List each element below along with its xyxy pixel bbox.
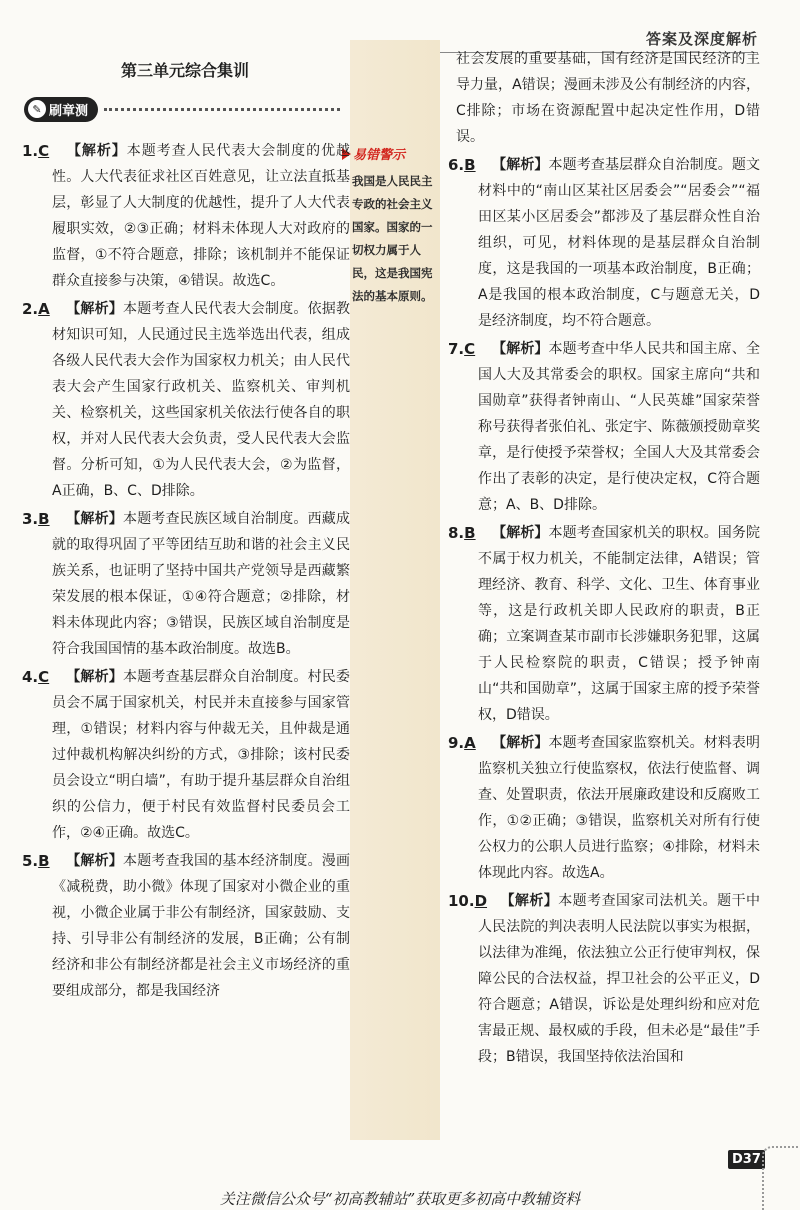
question-6 [448,152,760,334]
footer-note: 关注微信公众号“初高教辅站”获取更多初高中教辅资料 [219,1190,581,1208]
question-text: 本题考查人民代表大会制度的优越性。人大代表征求社区百姓意见，让立法直抵基层，彰显了人大制度的优越性，提升了人大代表履职实效，②③正确；材料未体现人大对政府的监督，①不符合题意，排除；该机制并不能保证群众直接参与决策，④错误。故选C。 [52,143,351,289]
analysis-tag: 【解析】 [492,525,549,541]
warning-text: 我国是人民民主专政的社会主义国家。国家的一切权力属于人民，这是我国宪法的基本原则。 [352,174,433,303]
book-icon: ✎ [28,100,46,118]
question-text: 社会发展的重要基础，国有经济是国民经济的主导力量，A错误；漫画未涉及公有制经济的内容，C排除；市场在资源配置中起决定性作用，D错误。 [456,51,760,145]
question-1 [22,138,350,294]
question-9 [448,730,760,886]
answer-letter: B [38,852,50,870]
question-text: 本题考查基层群众自治制度。村民委员会不属于国家机关，村民并未直接参与国家管理，①错误；材料内容与仲裁无关，且仲裁是通过仲裁机构解决纠纷的方式，③排除；该村民委员会设立“明白墙”，有助于提升基层群众自治组织的公信力，便于村民有效监督村民委员会工作，②④正确。故选C。 [52,669,350,841]
question-number: 5.B [22,852,50,870]
analysis-tag: 【解析】 [500,893,559,909]
question-number: 4.C [22,668,50,686]
question-5 [22,848,350,1004]
question-text: 本题考查中华人民共和国主席、全国人大及其常委会的职权。国家主席向“共和国勋章”获得者钟南山、“人民英雄”国家荣誉称号获得者张伯礼、张定宇、陈薇颁授勋章奖章，是行使授予荣誉权；全国人大及其常委会作出了表彰的决定，是行使决定权，C符合题意；A、B、D排除。 [478,341,761,513]
analysis-tag: 【解析】 [492,157,549,173]
question-text: 本题考查国家司法机关。题干中人民法院的判决表明人民法院以事实为根据，以法律为准绳，依法独立公正行使审判权，保障公民的合法权益，捍卫社会的公平正义，D符合题意；A错误，诉讼是处理纠纷和应对危害最正规、最权威的手段，但未必是“最佳”手段；B错误，我国坚持依法治国和 [478,893,761,1065]
answer-letter: C [38,142,50,160]
question-4 [22,664,350,846]
question-number: 3.B [22,510,50,528]
question-text: 本题考查人民代表大会制度。依据教材知识可知，人民通过民主选举选出代表，组成各级人民代表大会作为国家权力机关；由人民代表大会产生国家行政机关、监察机关、审判机关、检察机关，这些国家机关依法行使各自的职权，并对人民代表大会负责，受人民代表大会监督。分析可知，①为人民代表大会，②为监督，A正确，B、C、D排除。 [52,301,350,499]
analysis-tag: 【解析】 [66,511,123,527]
analysis-tag: 【解析】 [492,341,549,357]
question-10 [448,888,760,1070]
answer-letter: B [464,524,476,542]
question-number: 10.D [448,892,488,910]
question-text: 本题考查民族区域自治制度。西藏成就的取得巩固了平等团结互助和谐的社会主义民族关系，也证明了坚持中国共产党领导是西藏繁荣发展的根本保证，①④符合题意；②排除，材料未体现此内容；③错误，民族区域自治制度是符合我国国情的基本政治制度。故选B。 [52,511,350,657]
left-column [22,138,350,1006]
question-number: 6.B [448,156,476,174]
chapter-badge-label: 刷章测 [49,103,89,119]
question-8 [448,520,760,728]
question-text: 本题考查国家监察机关。材料表明监察机关独立行使监察权，依法行使监督、调查、处置职责，依法开展廉政建设和反腐败工作，①②正确；③错误，监察机关对所有行使公权力的公职人员进行监察；④排除，材料未体现此内容。故选A。 [478,735,761,881]
answer-letter: A [38,300,50,318]
question-number: 8.B [448,524,476,542]
answer-letter: A [464,734,476,752]
question-text: 本题考查基层群众自治制度。题文材料中的“南山区某社区居委会”“居委会”“福田区某小区居委会”都涉及了基层群众性自治组织，可见，材料体现的是基层群众自治制度，这是我国的一项基本政治制度，B正确；A是我国的根本政治制度，C与题意无关，D是经济制度，均不符合题意。 [478,157,761,329]
answer-letter: B [464,156,476,174]
question-5-continued [448,46,760,150]
page-number: D37 [728,1150,765,1169]
answer-letter: C [38,668,50,686]
question-text: 本题考查我国的基本经济制度。漫画《减税费，助小微》体现了国家对小微企业的重视，小微企业属于非公有制经济，国家鼓励、支持、引导非公有制经济的发展，B正确；公有制经济和非公有制经济都是社会主义市场经济的重要组成部分，都是我国经济 [52,853,350,999]
analysis-tag: 【解析】 [66,853,123,869]
answer-letter: D [474,892,488,910]
question-2 [22,296,350,504]
section-title: 第三单元综合集训 [120,61,249,80]
question-number: 7.C [448,340,476,358]
warning-title: 易错警示 [353,148,406,163]
dotted-divider [104,108,340,111]
right-column [448,46,760,1072]
question-number: 9.A [448,734,476,752]
analysis-tag: 【解析】 [66,669,123,685]
warning-heading [342,144,405,163]
analysis-tag: 【解析】 [492,735,549,751]
analysis-tag: 【解析】 [66,301,123,317]
question-number: 2.A [22,300,50,318]
question-text: 本题考查国家机关的职权。国务院不属于权力机关，不能制定法律，A错误；管理经济、教育、科学、文化、卫生、体育事业等，这是行政机关即人民政府的职责，B正确；立案调查某市副市长涉嫌职务犯罪，这属于人民检察院的职责，C错误；授予钟南山“共和国勋章”，这属于国家主席的授予荣誉权，D错误。 [478,525,761,723]
answer-letter: B [38,510,50,528]
chapter-badge [24,97,98,122]
answer-letter: C [464,340,476,358]
chapter-tag [24,96,340,122]
analysis-tag: 【解析】 [66,143,127,159]
question-3 [22,506,350,662]
question-number: 1.C [22,142,50,160]
question-7 [448,336,760,518]
header-title: 答案及深度解析 [645,30,758,48]
